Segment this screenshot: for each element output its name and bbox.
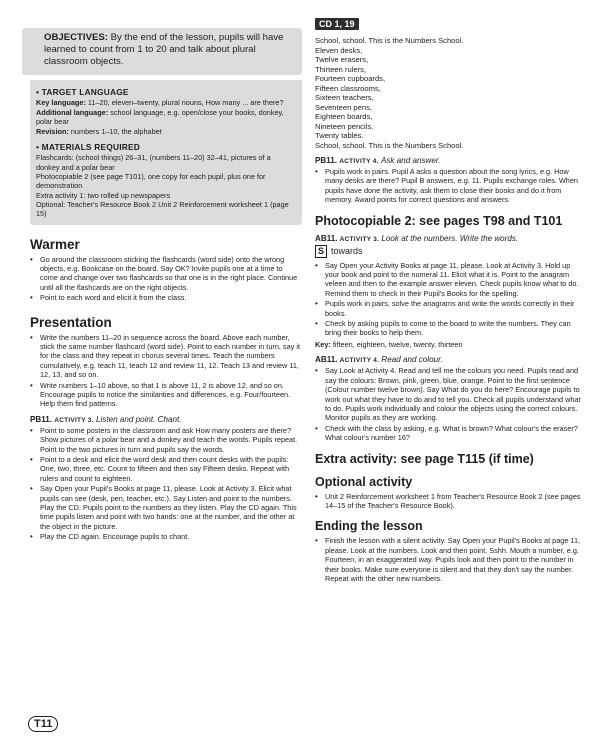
pb-activity-3-list xyxy=(30,426,302,542)
objectives-text: By the end of the lesson, pupils will have learned to count from 1 to 20 and talk about plural classroom objects. xyxy=(44,32,284,68)
ending-heading: Ending the lesson xyxy=(315,519,423,534)
lyric-line: School, school. This is the Numbers School. xyxy=(315,36,464,45)
ab-activity-4-list xyxy=(315,366,583,442)
presentation-heading: Presentation xyxy=(30,314,112,330)
left-column xyxy=(30,28,302,543)
lyric-line: Eleven desks, xyxy=(315,45,363,55)
ending-list xyxy=(315,536,583,583)
list-item: • Finish the lesson with a silent activity. Say Open your Pupil's Books at page 11, please. Look at the numbers. Look and then point. Sshh. Mouth a number, e.g. Fourteen, in an exaggerated way. Pupils look and then point to the number in their books. Make sure everyone is silent and that they don't say the number. Repeat with the other new numbers. xyxy=(315,536,583,583)
materials-line: Optional: Teacher's Resource Book 2 Unit 2 Reinforcement worksheet 1 (page 15) xyxy=(36,199,289,219)
optional-activity-heading: Optional activity xyxy=(315,474,413,489)
towards-skill xyxy=(315,245,583,258)
lyric-line: Sixteen teachers, xyxy=(315,93,374,102)
warmer-list xyxy=(30,255,302,303)
lyric-line: Seventeen pens, xyxy=(315,102,372,112)
cd-track-badge: CD 1, 19 xyxy=(315,18,359,30)
photocopiable-heading: Photocopiable 2: see pages T98 and T101 xyxy=(315,213,563,228)
list-item: • Say Open your Pupil's Books at page 11, please. Look at Activity 3. Elicit what pupils can see (desk, pen, teacher, etc.). Say Listen and point to the numbers. Play the CD. Pupils point to the numbers as they listen. Play the CD again. This time pupils listen and point with two hands: one at the number, and the other at the object in the picture. xyxy=(30,484,302,531)
lyric-line: Twenty tables. xyxy=(315,131,364,140)
materials-line: Extra activity 1: two rolled up newspapers xyxy=(36,190,171,200)
pb-activity-3-heading: PB11. ACTIVITY 3. Listen and point. Chant. xyxy=(30,414,182,424)
warmer-heading: Warmer xyxy=(30,236,80,252)
ab-activity-4-heading: AB11. ACTIVITY 4. Read and colour. xyxy=(315,355,443,365)
objectives-label: OBJECTIVES: xyxy=(44,32,108,43)
list-item: • Write the numbers 11–20 in sequence across the board. Above each number, stick the same number flashcard (word side). Point to each number in turn, say it for the class and they repeat in chorus several times. Teach the numbers cumulatively, e.g. teach 11, teach 12 and review 11, 12. Teach 13 and review 11, 12, 13, and so on. xyxy=(30,333,302,380)
target-language-heading: • TARGET LANGUAGE xyxy=(36,86,129,97)
pb-activity-4-list xyxy=(315,167,583,205)
key-language: Key language: 11–20, eleven–twenty, plural nouns, How many ... are there? xyxy=(36,97,284,107)
materials-heading: • MATERIALS REQUIRED xyxy=(36,142,141,153)
materials-line: Flashcards: (school things) 26–31, (numbers 11–20) 32–41, pictures of a donkey and a polar bear xyxy=(36,153,271,172)
song-lyrics xyxy=(315,36,583,150)
list-item: • Pupils work in pairs, solve the anagrams and write the words correctly in their books. xyxy=(315,299,583,318)
language-materials-box xyxy=(30,80,302,225)
extra-activity-heading: Extra activity: see page T115 (if time) xyxy=(315,451,534,466)
objectives-box xyxy=(22,28,302,75)
lyric-line: Nineteen pencils, xyxy=(315,121,374,131)
materials-line: Photocopiable 2 (see page T101), one copy for each pupil, plus one for demonstration xyxy=(36,172,266,191)
list-item: • Point to each word and elicit it from the class. xyxy=(30,293,302,302)
optional-activity-list xyxy=(315,492,583,511)
right-column xyxy=(315,14,583,584)
list-item: • Play the CD again. Encourage pupils to chant. xyxy=(30,532,302,541)
lyric-line: Fourteen cupboards, xyxy=(315,74,386,83)
towards-label: towards xyxy=(331,246,363,257)
list-item: • Pupils work in pairs. Pupil A asks a question about the song lyrics, e.g. How many desks are there? Pupil B answers, e.g. 11. Pupils exchange roles. When pupils have done the activity, ask them to close their books and do it from memory. Award points for correct questions and answers. xyxy=(315,167,583,205)
ab-activity-3-list xyxy=(315,261,583,338)
lyric-line: School, school. This is the Numbers School. xyxy=(315,140,464,150)
ab-activity-3-heading: AB11. ACTIVITY 3. Look at the numbers. Write the words. xyxy=(315,233,519,243)
list-item: • Say Open your Activity Books at page 11, please. Look at Activity 3. Hold up your book and point to the numeral 11. Elicit what it is. Point to the anagram veleen and then to the example answer eleven. Check pupils know what to do. Remind them to check in their Pupil's Books for the spelling. xyxy=(315,261,583,299)
list-item: • Write numbers 1–10 above, so that 1 is above 11, 2 is above 12, and so on. Encourage pupils to notice the similarities and differences, e.g. Four/fourteen. Help them find patterns. xyxy=(30,381,302,409)
list-item: • Check by asking pupils to come to the board to write the numbers. They can bring their books to help them. xyxy=(315,319,583,338)
list-item: • Go around the classroom sticking the flashcards (word side) onto the wrong objects, e.g. Bookcase on the board. Say OK? Invite pupils one at a time to come and change over two flashcards so that one is in the right place. Continue until all the flashcards are on the right objects. xyxy=(30,255,302,293)
list-item: • Say Look at Activity 4. Read and tell me the colours you need. Pupils read and say the colours: Brown, pink, green, blue, orange. Point to the first sentence (Colour number twelve brown). Say What do you do here? Encourage pupils to work out what they have to do and to tell you. Check all pupils understand what to do. Pupils work individually and colour the objects using the correct colours. Monitor pupils as they are working. xyxy=(315,366,583,422)
lyric-line: Twelve erasers, xyxy=(315,55,369,64)
list-item: • Point to some posters in the classroom and ask How many posters are there? Show pictures of a polar bear and a donkey and teach the words. Pupils repeat. Point to the two pictures in turn and pupils say the words. xyxy=(30,426,302,454)
objectives xyxy=(44,32,296,69)
lyric-line: Fifteen classrooms, xyxy=(315,83,381,93)
answer-key: Key: fifteen, eighteen, twelve, twenty, thirteen xyxy=(315,339,463,349)
list-item: • Unit 2 Reinforcement worksheet 1 from Teacher's Resource Book 2 (see pages 14–15 of the Teacher's Resource Book). xyxy=(315,492,583,511)
presentation-list xyxy=(30,333,302,409)
pb-activity-4-heading: PB11. ACTIVITY 4. Ask and answer. xyxy=(315,156,441,165)
page-number: T11 xyxy=(28,716,58,732)
additional-language: Additional language: school language, e.g. open/close your books, donkey, polar bear xyxy=(36,107,284,127)
speaking-skill-icon: S xyxy=(315,245,327,258)
list-item: • Point to a desk and elicit the word desk and then count desks with the pupils: One, two, three, etc. Count to fifteen and then say Fifteen desks. Repeat with rulers and count to eighteen. xyxy=(30,455,302,483)
lyric-line: Thirteen rulers, xyxy=(315,64,367,74)
list-item: • Check with the class by asking, e.g. What is brown? What colour's the eraser? What colour's number 16? xyxy=(315,424,583,443)
lyric-line: Eighteen boards, xyxy=(315,112,373,121)
revision: Revision: numbers 1–10, the alphabet xyxy=(36,127,162,137)
